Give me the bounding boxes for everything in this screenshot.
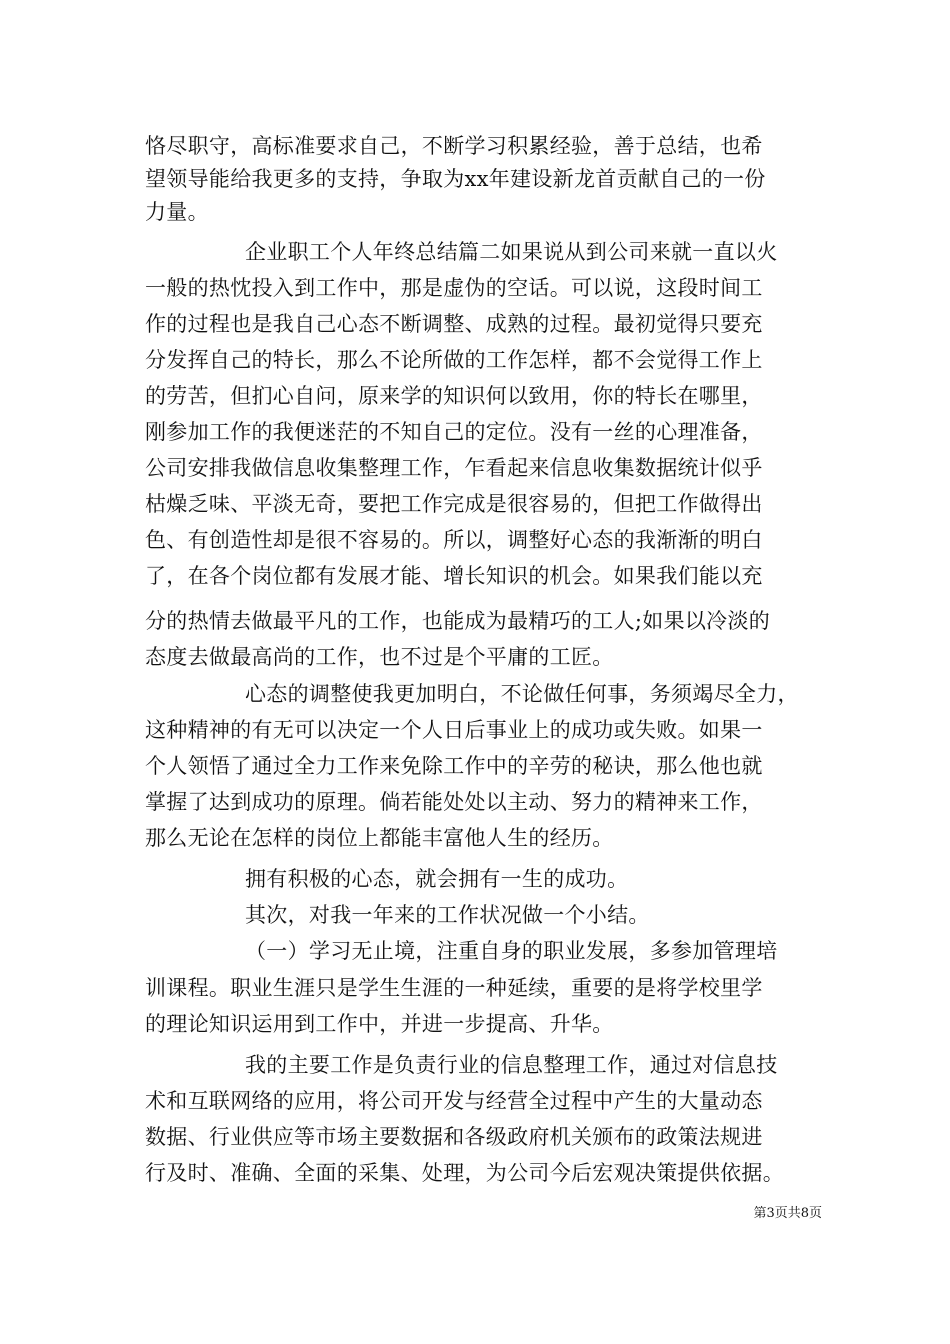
text-line: 分发挥自己的特长，那么不论所做的工作怎样，都不会觉得工作上 [145, 348, 763, 372]
paragraph-start-line: 拥有积极的心态，就会拥有一生的成功。 [245, 867, 629, 891]
text-line: 那么无论在怎样的岗位上都能丰富他人生的经历。 [145, 826, 614, 850]
text-line: 的理论知识运用到工作中，并进一步提高、升华。 [145, 1012, 614, 1036]
text-line: 力量。 [145, 200, 209, 224]
paragraph-start-line: （一）学习无止境，注重自身的职业发展，多参加管理培 [245, 939, 778, 963]
paragraph-start-line: 企业职工个人年终总结篇二如果说从到公司来就一直以火 [245, 240, 778, 264]
text-line: 作的过程也是我自己心态不断调整、成熟的过程。最初觉得只要充 [145, 312, 763, 336]
text-line: 训课程。职业生涯只是学生生涯的一种延续，重要的是将学校里学 [145, 976, 763, 1000]
text-line: 了，在各个岗位都有发展才能、增长知识的机会。如果我们能以充 [145, 564, 763, 588]
text-line: 数据、行业供应等市场主要数据和各级政府机关颁布的政策法规进 [145, 1125, 763, 1149]
text-line: 术和互联网络的应用，将公司开发与经营全过程中产生的大量动态 [145, 1089, 763, 1113]
text-line: 这种精神的有无可以决定一个人日后事业上的成功或失败。如果一 [145, 718, 763, 742]
text-line: 一般的热忱投入到工作中，那是虚伪的空话。可以说，这段时间工 [145, 276, 763, 300]
text-line: 分的热情去做最平凡的工作，也能成为最精巧的工人;如果以冷淡的 [145, 609, 771, 633]
text-line: 望领导能给我更多的支持，争取为xx年建设新龙首贡献自己的一份 [145, 167, 766, 191]
text-line: 个人领悟了通过全力工作来免除工作中的辛劳的秘诀，那么他也就 [145, 754, 763, 778]
paragraph-start-line: 我的主要工作是负责行业的信息整理工作，通过对信息技 [245, 1053, 778, 1077]
text-line: 枯燥乏味、平淡无奇，要把工作完成是很容易的，但把工作做得出 [145, 492, 763, 516]
text-line: 行及时、准确、全面的采集、处理，为公司今后宏观决策提供依据。 [145, 1161, 784, 1185]
text-line: 的劳苦，但扪心自问，原来学的知识何以致用，你的特长在哪里， [145, 384, 763, 408]
text-line: 公司安排我做信息收集整理工作，乍看起来信息收集数据统计似乎 [145, 456, 763, 480]
page-number-footer: 第3页共8页 [753, 1206, 822, 1221]
text-line: 掌握了达到成功的原理。倘若能处处以主动、努力的精神来工作， [145, 790, 763, 814]
paragraph-start-line: 心态的调整使我更加明白，不论做任何事，务须竭尽全力， [245, 682, 799, 706]
text-line: 色、有创造性却是很不容易的。所以，调整好心态的我渐渐的明白 [145, 528, 763, 552]
text-line: 恪尽职守，高标准要求自己，不断学习积累经验，善于总结，也希 [145, 134, 763, 158]
text-line: 态度去做最高尚的工作，也不过是个平庸的工匠。 [145, 645, 614, 669]
text-line: 刚参加工作的我便迷茫的不知自己的定位。没有一丝的心理准备， [145, 420, 763, 444]
paragraph-start-line: 其次，对我一年来的工作状况做一个小结。 [245, 903, 650, 927]
